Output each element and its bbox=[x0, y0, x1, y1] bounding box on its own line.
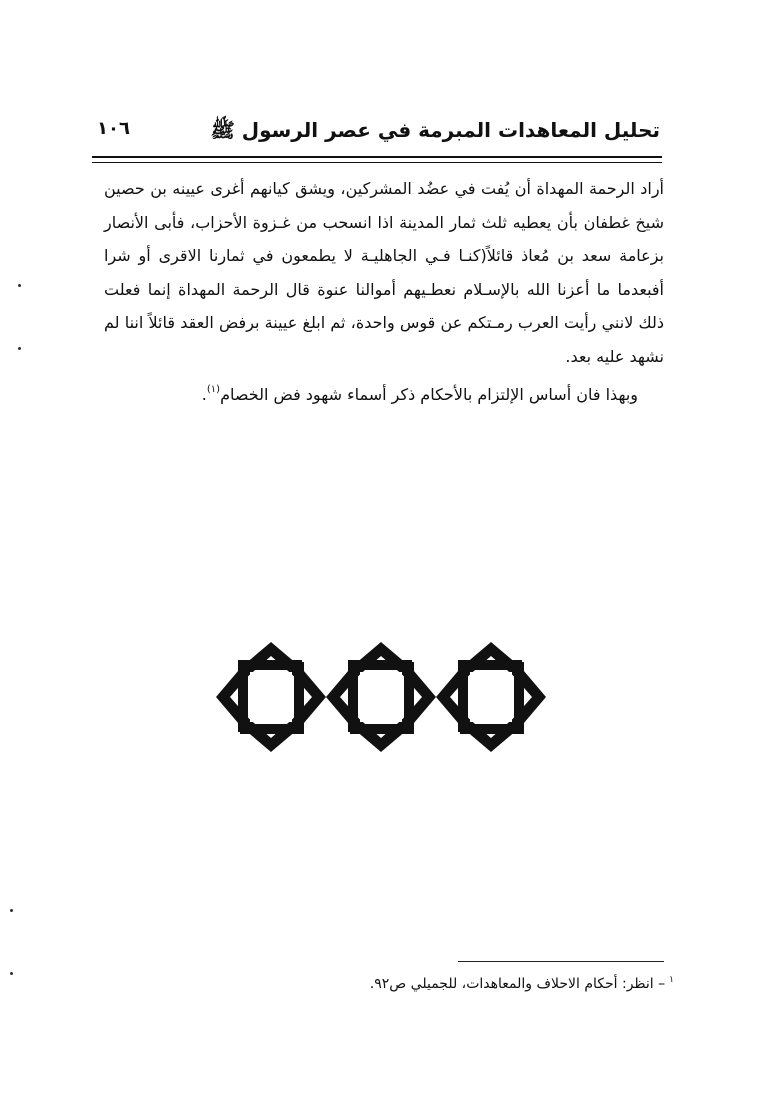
scan-speck bbox=[18, 284, 21, 287]
scan-speck bbox=[18, 347, 21, 350]
body-text bbox=[104, 172, 664, 412]
page-number: ١٠٦ bbox=[97, 118, 130, 139]
ornament-knot-1 bbox=[216, 642, 326, 752]
section-ornament bbox=[216, 642, 546, 754]
scan-speck bbox=[10, 909, 13, 912]
scan-speck bbox=[10, 972, 13, 975]
paragraph-text: وبهذا فان أساس الإلتزام بالأحكام ذكر أسماء شهود فض الخصام bbox=[220, 385, 638, 404]
running-header-title: تحليل المعاهدات المبرمة في عصر الرسول ﷺ bbox=[210, 118, 660, 142]
ornament-knot-2 bbox=[326, 642, 436, 752]
footnote-number: ١ bbox=[669, 975, 674, 985]
header-rule-thick bbox=[92, 156, 662, 158]
paragraph: أراد الرحمة المهداة أن يُفت في عضُد المشركين، ويشق كيانهم أغرى عيينه بن حصين شيخ غطفان بأن يعطيه ثلث ثمار المدينة اذا انسحب من غـزوة الأحزاب، فأبى الأنصار بزعامة سعد بن مُعاذ قائلاً(كنـا فـي الجاهليـة لا يطمعون في ثمارنا الاقرى أو شرا أفبعدما ما أعزنا الله بالإسـلام نعطـيهم أموالنا عنوة قال الرحمة المهداة إنما فعلت ذلك لانني رأيت العرب رمـتكم عن قوس واحدة، ثم ابلغ عيينة برفض العقد قائلاً اننا لم نشهد عليه بعد. bbox=[104, 179, 664, 366]
paragraph-end: . bbox=[201, 385, 207, 404]
footnote-separator bbox=[458, 961, 664, 962]
footnote-reference: (١) bbox=[206, 384, 221, 395]
ornament-knot-3 bbox=[436, 642, 546, 752]
header-rule-thin bbox=[92, 162, 662, 163]
paragraph bbox=[104, 373, 664, 412]
footnote-text: – انظر: أحكام الاحلاف والمعاهدات، للجميلي ص٩٢. bbox=[369, 976, 666, 992]
footnote bbox=[114, 975, 674, 992]
